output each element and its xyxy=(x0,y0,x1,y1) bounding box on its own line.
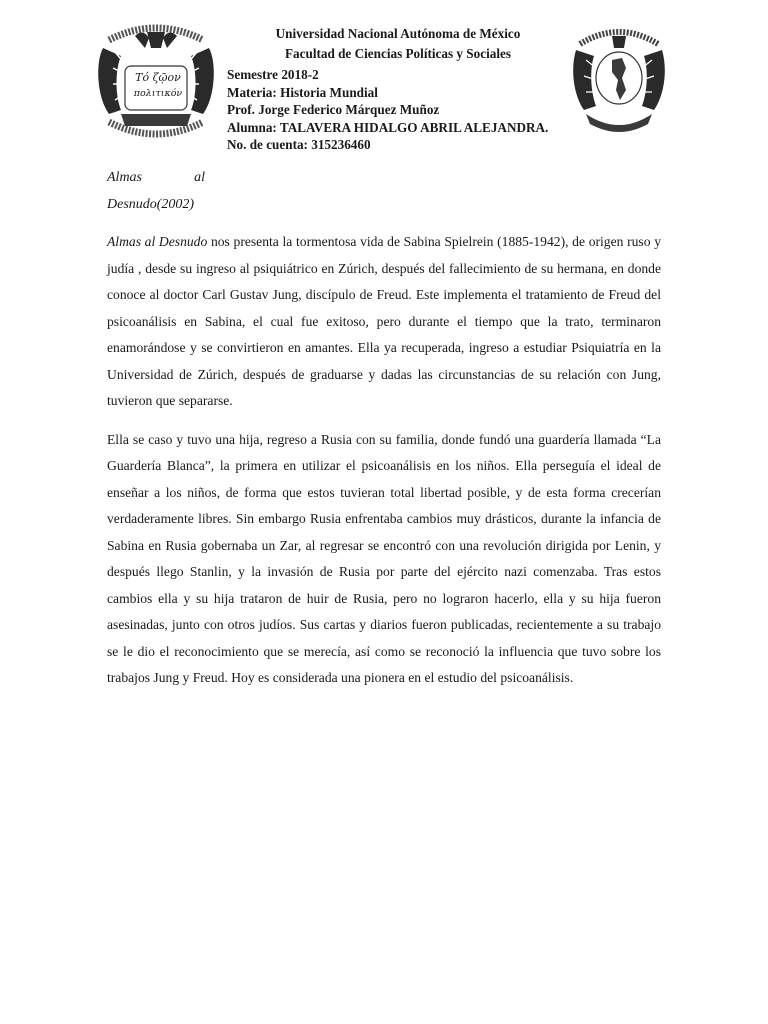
institution-header xyxy=(218,24,578,64)
semester: Semestre 2018-2 xyxy=(227,67,319,82)
seal-greek-line2: πολιτικόν xyxy=(133,88,183,99)
title-line2: Desnudo(2002) xyxy=(107,197,195,212)
seal-greek-line1: Τό ζῷον xyxy=(135,71,181,84)
unam-eagle-seal-icon xyxy=(572,20,666,138)
professor: Prof. Jorge Federico Márquez Muñoz xyxy=(227,102,440,118)
document-title xyxy=(107,164,205,218)
title-word-al: al xyxy=(194,170,205,185)
account-number: No. de cuenta: 315236460 xyxy=(227,137,371,153)
course-info xyxy=(227,66,577,154)
title-word-almas: Almas xyxy=(107,170,142,185)
seal-greek-text xyxy=(128,70,188,102)
paragraph-1-text: nos presenta la tormentosa vida de Sabina Spielrein (1885-1942), de origen ruso y judía , desde su ingreso al psiquiátrico en Zúrich, después del fallecimiento de su hermana, en donde conoce al doctor Carl Gustav Jung, discípulo de Freud. Este implementa el tratamiento de Freud del psicoanálisis en Sabina, el cual fue exitoso, pero durante el tiempo que la trato, terminaron enamorándose y se convirtieron en amantes. Ella ya recuperada, ingreso a estudiar Psiquiatría en la Universidad de Zúrich, después de graduarse y dadas las circunstancias de su relación con Jung, tuvieron que separarse. xyxy=(107,234,661,408)
essay-body xyxy=(107,229,661,704)
student-name: Alumna: TALAVERA HIDALGO ABRIL ALEJANDRA. xyxy=(227,119,549,135)
university-name: Universidad Nacional Autónoma de México xyxy=(275,26,521,41)
faculty-name: Facultad de Ciencias Políticas y Sociales xyxy=(284,46,511,61)
paragraph-1 xyxy=(107,229,661,415)
subject: Materia: Historia Mundial xyxy=(227,84,378,100)
paragraph-2: Ella se caso y tuvo una hija, regreso a Rusia con su familia, donde fundó una guardería llamada “La Guardería Blanca”, la primera en utilizar el psicoanálisis en los niños. Ella perseguía el ideal de enseñar a los niños, de forma que estos tuvieran total libertad posible, y de esta forma crecerían verdaderamente libres. Sin embargo Rusia enfrentaba cambios muy drásticos, durante la infancia de Sabina en Rusia gobernaba un Zar, al regresar se encontró con una revolución dirigida por Lenin, y después llego Stanlin, y la invasión de Rusia por parte del ejército nazi comenzaba. Tras estos cambios ella y su hija trataron de huir de Rusia, pero no lograron hacerlo, ella y su hija fueron asesinadas, junto con otros judíos. Sus cartas y diarios fueron publicadas, recientemente a su trabajo se le dio el reconocimiento que se merecía, así como se reconoció la influencia que tuvo sobre los trabajos Jung y Freud. Hoy es considerada una pionera en el estudio del psicoanálisis. xyxy=(107,431,661,685)
film-title: Almas al Desnudo xyxy=(107,234,208,249)
